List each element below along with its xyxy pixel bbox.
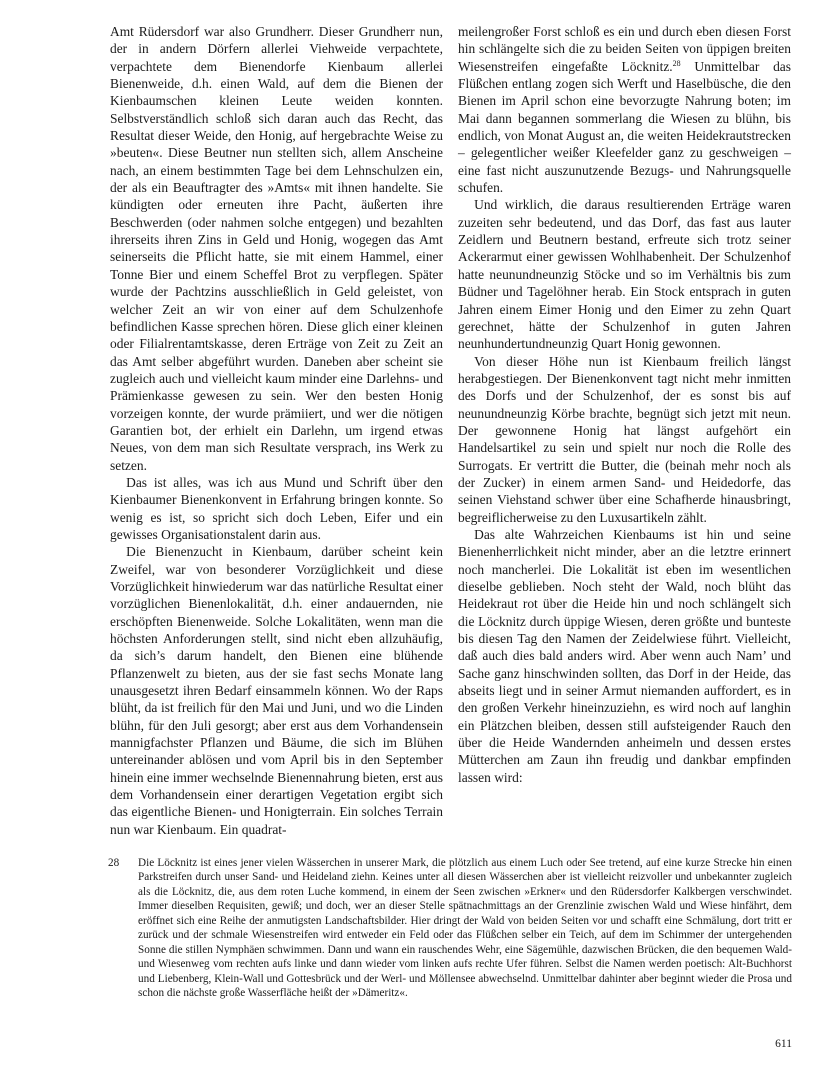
footnote-number: 28 [108, 857, 120, 869]
footnote-text: Die Löcknitz ist eines jener vielen Wässerchen in unserer Mark, die plötzlich aus einem Luch oder See tretend, auf eine kurze Strecke hin einen Parkstreifen durch unser Sand- und Heideland ziehn. Keines unter all diesen Wässerchen aber ist vielleicht reizvoller und unbekannter zugleich als die Löcknitz, die, aus dem roten Luche kommend, in einem der Seen zwischen »Erkner« und den Rüdersdorfer Kalkbergen verschwindet. Immer dieselben Requisiten, gewiß; und doch, wer an dieser Stelle spätnachmittags an der Grenzlinie zwischen Wald und Wiese hinfährt, dem eröffnet sich eine Reihe der anmutigsten Landschaftsbilder. Hier dringt der Wald von beiden Seiten vor und schafft eine Schmälung, dort tritt er zurück und der schmale Wiesenstreifen wird entweder ein Feld oder das Flüßchen selber ein Teich, auf dem im Schimmer der untergehenden Sonne die stillen Nymphäen schwimmen. Dann und wann ein rauschendes Wehr, eine Sägemühle, dazwischen Brücken, die den bequemen Wald- und Wiesenweg vom rechten aufs linke und dann wieder vom linken aufs rechte Ufer führen. Selbst die Namen werden poetisch: Alt-Buchhorst und Liebenberg, Klein-Wall und Gottesbrück und der Werl- und Möllensee abwechselnd. Unmittelbar dahinter aber beginnt wieder die Prosa und schon die nächste große Wasserfläche heißt der »Dämeritz«. [138, 857, 792, 1000]
footnote [110, 856, 792, 1001]
footnote-reference[interactable]: 28 [672, 58, 681, 68]
paragraph: Die Bienenzucht in Kienbaum, darüber scheint kein Zweifel, war von besonderer Vorzüglichkeit und diese Vorzüglichkeit hinwiederum war das natürliche Resultat einer vorzüglichen Bienenlokalität, d.h. einer andauernden, nie erschöpften Bienenweide. Solche Lokalitäten, wenn man die höchsten Anforderungen stellt, sind nicht eben allzuhäufig, da sich’s darum handelt, den Bienen eine blühende Pflanzenwelt zu bieten, aus der sie fast sechs Monate lang unausgesetzt ihren Bedarf einsammeln können. Wo der Raps blüht, da ist freilich für den Mai und Juni, und wo die Linden blühn, für den Juli gesorgt; aber erst aus dem Vorhandensein mannigfachster Pflanzen und Bäume, die sich im Blühen untereinander ablösen und vom April bis in den September hinein eine immer wechselnde Bienennahrung bieten, erst aus dem Vorhandensein einer derartigen Vegetation ergibt sich das eigentliche Bienen- und Honigterrain. Ein solches Terrain nun war Kienbaum. Ein quadrat- [110, 544, 443, 837]
right-text-column [458, 23, 791, 786]
paragraph: Und wirklich, die daraus resultierenden Erträge waren zuzeiten sehr bedeutend, und das Dorf, das fast aus lauter Zeidlern und Beutnern bestand, erfreute sich trotz seiner Ackerarmut einer gewissen Wohlhabenheit. Der Schulzenhof hatte neunundneunzig Stöcke und so im Verhältnis bis zum Büdner und Tagelöhner herab. Ein Stock entsprach in guten Jahren einem Eimer Honig und den Eimer zu zehn Quart gerechnet, hätte der Schulzenhof in guten Jahren neunhundertundneunzig Quart Honig gewonnen. [458, 197, 791, 352]
paragraph-text: Unmittelbar das Flüßchen entlang zogen sich Werft und Haselbüsche, die den Bienen im April schon eine bevorzugte Nahrung boten; im Mai dann begannen sommerlang die Wiesen zu blühn, bis endlich, von Monat August an, die weiten Heidekrautstrecken – gelegentlicher weißer Kleefelder ganz zu geschweigen – eine fast nicht auszunutzende Bezugs- und Nahrungsquelle schufen. [458, 58, 791, 196]
paragraph: Das alte Wahrzeichen Kienbaums ist hin und seine Bienenherrlichkeit nicht minder, aber an die letztre erinnert noch mancherlei. Die Lokalität ist eben im wesentlichen dieselbe geblieben. Noch steht der Wald, noch blüht das Heidekraut rot über die Heide hin und noch schlängelt sich die Löcknitz durch üppige Wiesen, deren größte und bunteste bis diesen Tag den Namen der Zeidelwiese führt. Vielleicht, daß auch dies bald anders wird. Aber wenn auch Nam’ und Sache ganz hinschwinden sollten, das Dorf in der Heide, das abseits liegt und in seiner Armut niemanden auffordert, es in den großen Verkehr hineinzuziehn, es wird noch auf langhin ein Plätzchen bleiben, dessen still aufsteigender Rauch den über die Heide Wandernden anheimeln und dessen erstes Mütterchen am Zaun ihn freudig und dankbar empfinden lassen wird: [458, 526, 791, 785]
paragraph: Von dieser Höhe nun ist Kienbaum freilich längst herabgestiegen. Der Bienenkonvent tagt nicht mehr inmitten des Dorfs und der Schulzenhof, der es sonst bis auf neunundneunzig Körbe brachte, begnügt sich jetzt mit neun. Der gewonnene Honig hat längst aufgehört ein Handelsartikel zu sein und spielt nur noch die Rolle des Surrogats. Er vertritt die Butter, die (beinah mehr noch als der Zucker) in einem armen Sand- und Heidedorfe, das seinen Viehstand schwer über eine Schafherde hinausbringt, begreiflicherweise zu den Luxusartikeln zählt. [458, 353, 791, 525]
page-number: 611 [775, 1038, 792, 1050]
paragraph: Amt Rüdersdorf war also Grundherr. Dieser Grundherr nun, der in andern Dörfern allerlei Viehweide verpachtete, verpachtete dem Bienendorfe Kienbaum allerlei Bienenweide, d.h. einen Wald, auf dem die Bienen der Kienbaumschen kleinen Leute weiden konnten. Selbstverständlich schloß sich daran auch das Recht, das Resultat dieser Weide, den Honig, auf hergebrachte Weise zu »beuten«. Diese Beutner nun stellten sich, allem Anscheine nach, an einem bestimmten Tage bei dem Lehnschulzen ein, der als ein Beauftragter des »Amts« mit ihnen handelte. Sie kündigten oder erneuten ihre Pacht, äußerten ihre Beschwerden (oder nahmen solche entgegen) und bezahlten ihrerseits ihren Zins in Geld und Honig, wogegen das Amt seinerseits die Pflicht hatte, sie mit einem Hammel, einer Tonne Bier und einem Scheffel Brot zu verpflegen. Später wurde der Pachtzins ausschließlich in Geld geleistet, von welcher Zeit an wir von einer auf dem Schulzenhofe befindlichen Kasse sprechen hören. Diese glich einer kleinen oder Filialrentamtskasse, deren Erträge von Zeit zu Zeit an das Amt selber abgeführt wurden. Daneben aber scheint sie zugleich auch und vielleicht kaum minder eine Darlehns- und Prämienkasse gewesen zu sein. Wer den besten Honig vorzeigen konnte, der wurde prämiiert, und wer die nötigen Garantien bot, der erhielt ein Darlehn, um irgend etwas Neues, von dem man sich Resultate versprach, ins Werk zu setzen. [110, 24, 443, 473]
paragraph: Das ist alles, was ich aus Mund und Schrift über den Kienbaumer Bienenkonvent in Erfahrung bringen konnte. So wenig es ist, so spricht sich doch Leben, Eifer und ein gewisses Organisationstalent darin aus. [110, 474, 443, 542]
left-text-column [110, 23, 443, 838]
paragraph [458, 23, 791, 196]
paragraph-text: meilengroßer Forst schloß es ein und durch eben diesen Forst hin schlängelte sich die zu beiden Seiten von üppigen breiten Wiesenstreifen eingefaßte Löcknitz. [458, 24, 791, 74]
